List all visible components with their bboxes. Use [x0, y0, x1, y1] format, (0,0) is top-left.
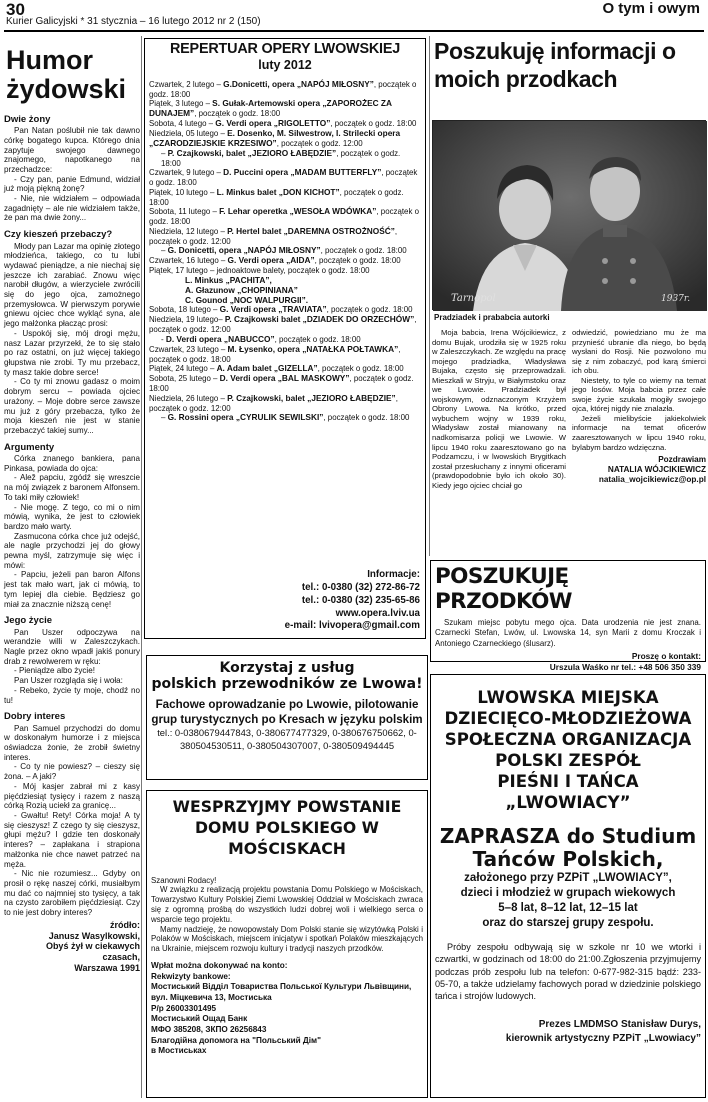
story-paragraph: - Mój kasjer zabrał mi z kasy pięćdziesiąt tysięcy i razem z naszą córką Rozią uciekł za granicę...: [4, 781, 140, 811]
ancestors-text: [432, 328, 706, 490]
story-paragraph: - Co ty mi znowu gadasz o moim dobrym sercu – powiada ojciec urażony. – Moje dobre serce zawsze mu już z góry przebacza, tylko że moja kieszeń nie jest w stanie przebaczyć takiej sumy...: [4, 377, 140, 435]
seeking-ancestors-box: [430, 560, 706, 672]
column-divider: [141, 36, 142, 1098]
entry-time: , początek o godz. 18:00: [323, 413, 410, 423]
seeking-title: POSZUKUJĘ PRZODKÓW: [435, 564, 572, 614]
info-line: Informacje:: [367, 569, 420, 581]
source-line: źródło:: [110, 919, 140, 930]
story-paragraph: Pan Natan poślubił nie tak dawno córkę bogatego kupca. Którego dnia zapytuje swojego dawnego znajomego, napotkanego na przechadzce:: [4, 126, 140, 174]
details-line: założonego przy PZPiT „LWOWIACY”,: [464, 872, 672, 885]
lwowiacy-ad: [430, 674, 706, 1098]
issue-line: Kurier Galicyjski * 31 stycznia – 16 lutego 2012 nr 2 (150): [6, 16, 261, 27]
story-paragraph: - Rebeko, życie ty moje, chodź no tu!: [4, 685, 140, 705]
story-paragraph: Córka znanego bankiera, pana Pinkasa, powiada do ojca:: [4, 454, 140, 473]
lwowiacy-text: Próby zespołu odbywają się w szkole nr 10 we wtorki i czwartki, w godzinach od 18:00 do 21:00.Zgłoszenia przyjmujemy podczas prób zespołu lub na telefon: 0-677-982-315 bądź: 233-05-70, a także udzielamy fachowych porad w dziedzinie polskiego tańca i strojów ludowych.: [435, 942, 701, 1002]
entry-date: Niedziela, 05 lutego –: [149, 129, 228, 139]
opera-entry: [149, 207, 421, 226]
entry-title: G. Rossini opera „CYRULIK SEWILSKI”: [167, 412, 324, 423]
entry-date: Niedziela, 12 lutego –: [149, 226, 228, 236]
entry-time: , początek o godz. 12:00: [276, 139, 363, 149]
title-line: LWOWSKA MIEJSKA: [477, 688, 659, 707]
info-line: tel.: 0-0380 (32) 235-65-86: [301, 594, 420, 606]
entry-date: -: [161, 334, 166, 344]
header-rule: [4, 30, 704, 32]
portrait-image: [433, 121, 707, 311]
entry-time: , początek o godz. 18:00: [314, 256, 401, 266]
story-paragraph: Pan Uszer rozgląda się i woła:: [14, 676, 123, 686]
title-line: PIEŚNI I TAŃCA: [497, 772, 639, 792]
guides-title-2: polskich przewodników ze Lwowa!: [151, 676, 423, 693]
entry-time: , początek o godz. 18:00: [149, 344, 401, 364]
bank-line: Благодійна допомога на "Польський Дім": [151, 1035, 321, 1045]
entry-time: , początek o godz. 18:00: [274, 334, 361, 344]
details-line: oraz do starszej grupy zespołu.: [482, 917, 654, 930]
info-line: www.opera.lviv.ua: [335, 607, 420, 619]
photo-year: 1937r.: [661, 294, 691, 304]
opera-info: [285, 569, 420, 633]
story-paragraph: - Nie, nie widziałem – odpowiada zagadnięty – ale nie widziałem także, że pan ma dwie żony...: [4, 194, 140, 223]
entry-title: E. Dosenko, M. Silwestrow, I. Strilecki opera „CZARODZIEJSKIE KRZESIWO”: [149, 128, 401, 149]
story-heading: Argumenty: [4, 441, 55, 453]
dom-bank-details: [151, 961, 423, 1057]
entry-date: Piątek, 24 lutego –: [149, 364, 217, 374]
entry-time: , początek o godz. 18:00: [320, 246, 407, 256]
guides-phones: tel.: 0-0380679447843, 0-380677477329, 0-380676750662, 0-380504530511, 0-380504307007, 0-380509494445: [157, 727, 417, 751]
source-line: Janusz Wasylkowski,: [48, 930, 140, 941]
details-line: dzieci i młodzież w grupach wiekowych: [460, 887, 676, 900]
story-heading: Dobry interes: [4, 711, 66, 723]
opera-entry: [149, 188, 421, 207]
contact-line: Proszę o kontakt:: [631, 650, 701, 661]
entry-date: Piątek, 10 lutego –: [149, 187, 217, 197]
story-heading: Jego życie: [4, 615, 53, 627]
story-paragraph: Pan Samuel przychodzi do domu w doskonałym humorze i z miejsca oświadcza żonie, że zrobił świetny interes.: [4, 723, 140, 762]
entry-date: –: [161, 149, 168, 159]
bank-line: Wpłat można dokonywać na konto:: [151, 961, 288, 970]
opera-entry: [149, 345, 421, 364]
story-paragraph: - Gwałtu! Rety! Córka moja! A ty się cieszysz! Z czego ty się cieszysz, głupi mężu? I gdzie ten doskonały interes? – zapłakana i strapiona małżonka nie chce nawet patrzeć na męża.: [4, 811, 140, 869]
opera-entry: [149, 80, 421, 99]
dom-title: WESPRZYJMY POWSTANIE DOMU POLSKIEGO W MOŚCISKACH: [172, 797, 402, 858]
entry-date: Sobota, 11 lutego –: [149, 207, 220, 217]
entry-time: , początek o godz. 18:00: [149, 187, 404, 207]
source-line: Obyś żył w ciekawych: [45, 941, 140, 952]
signature-line: natalia_wojcikiewicz@op.pl: [598, 475, 706, 485]
ancestors-title: Poszukuję informacji o moich przodkach: [434, 38, 676, 92]
entry-title: M. Łysenko, opera „NATAŁKA POŁTAWKA”: [227, 343, 399, 354]
entry-date: –: [161, 246, 168, 256]
story-paragraph: Młody pan Lazar ma opinię złotego młodzieńca, takiego, co tu lubi wydawać pieniądze, a nie niechaj się jeszcze ich zarabiać. Znowu więc narobił długów, a wierzyciele zwrócili się do jego ojca, zamożnego przemysłowca. W pierwszym porywie gniewu ojciec chce wykląć syna, ale jego małżonka płacząc prosi:: [4, 241, 140, 329]
column-divider: [429, 36, 430, 556]
story-paragraph: - Uspokój się, mój drogi mężu, nasz Lazar przyrzekł, że to się stało po raz ostatni, on już więcej takiego głupstwa nie zrobi. Ty mu przebacz, ty masz takie dobre serce!: [4, 328, 140, 377]
entry-date: Niedziela, 26 lutego –: [149, 393, 228, 403]
opera-entries: [149, 80, 421, 423]
story-paragraph: - Co ty nie powiesz? – cieszy się żona. – A jaki?: [4, 762, 140, 782]
entry-title: A. Głazunow „CHOPINIANA”: [185, 284, 298, 295]
entry-title: S. Gułak-Artemowski opera „ZAPOROŻEC ZA DUNAJEM”: [149, 98, 392, 119]
invite-line: Tańców Polskich,: [472, 847, 664, 872]
bank-line: Мостиський Відділ Товариства Польської Культури Львівщини, вул. Міцкевича 13, Мостиська: [151, 982, 412, 1002]
humor-title: Humor żydowski: [6, 45, 127, 104]
opera-entry: [149, 413, 421, 423]
lwowiacy-details: [435, 871, 701, 931]
humor-column: [4, 38, 140, 1098]
story-paragraph: - Nie mogę. Z tego, co mi o nim mówią, wynika, że jest to człowiek bardzo mało warty.: [4, 502, 140, 531]
humor-source: [4, 920, 140, 974]
guides-ad: [146, 655, 428, 780]
story-paragraph: - Pieniądze albo życie!: [14, 666, 95, 676]
entry-title: G. Verdi opera „AIDA”: [227, 255, 315, 266]
signature-line: Prezes LMDMSO Stanisław Durys,: [538, 1019, 701, 1031]
story-paragraph: Pan Uszer odpoczywa na werandzie willi w Zaleszczykach. Nagle przez okno wpadł jakiś ponury drab z rewolwerem w ręku:: [4, 627, 140, 666]
entry-title: P. Czajkowski, balet „JEZIORO ŁABĘDZIE”: [167, 148, 337, 159]
ancestors-paragraph: odwiedzić, powiedziano mu że ma przynieść ubranie dla niego, bo będą wysłani do Rosji. Nie pozwolono mu się z nim zobaczyć, pod karą śmierci ich obu.: [572, 328, 706, 376]
entry-date: Sobota, 4 lutego –: [149, 119, 216, 129]
source-line: Warszawa 1991: [74, 962, 140, 973]
entry-date: Sobota, 25 lutego –: [149, 374, 220, 384]
entry-time: , początek o godz. 18:00: [317, 364, 404, 374]
opera-entry: [149, 227, 421, 246]
page-number: 30: [6, 0, 25, 19]
entry-title: G.Donicetti, opera „NAPÓJ MIŁOSNY”: [223, 78, 374, 89]
story-paragraph: - Nic nie rozumiesz... Gdyby on prosił o rękę naszej córki, musiałbym mu dać co najmniej sto tysięcy, a tak na czysto zarobiłem pięćdziesiąt. Czy to nie jest dobry interes?: [4, 869, 140, 918]
story-heading: Czy kieszeń przebaczy?: [4, 229, 113, 241]
story-paragraph: - Czy pan, panie Edmund, widział już moją piękną żonę?: [4, 174, 140, 194]
entry-title: G. Verdi opera „RIGOLETTO”: [215, 118, 331, 129]
signature-line: NATALIA WÓJCIKIEWICZ: [607, 465, 706, 475]
opera-entry: [149, 168, 421, 187]
bank-line: в Мостиськах: [151, 1046, 207, 1056]
entry-date: Czwartek, 23 lutego –: [149, 344, 228, 354]
entry-time: , początek o godz. 12:00: [149, 393, 398, 413]
opera-entry: [149, 129, 421, 149]
title-line: SPOŁECZNA ORGANIZACJA: [444, 730, 692, 750]
info-line: e-mail: lvivopera@gmail.com: [284, 620, 420, 632]
entry-time: , początek o godz. 18:00: [149, 79, 417, 99]
story-paragraph: Zasmucona córka chce już odejść, ale nagle przychodzi jej do głowy pewna myśl, zatrzymuje się więc i mówi:: [4, 531, 140, 570]
signature-line: kierownik artystyczny PZPiT „Lwowiacy”: [505, 1032, 701, 1044]
entry-title: G. Verdi opera „TRAVIATA”: [219, 304, 327, 315]
section-title: O tym i owym: [602, 0, 700, 17]
title-line: POLSKI ZESPÓŁ: [495, 751, 641, 771]
invite-line: ZAPRASZA do Studium: [439, 824, 697, 849]
story-paragraph: - Papciu, jeżeli pan baron Alfons jest tak mało wart, jak ci mówią, to tym lepiej dla ciebie. Będziesz go miał za znacznie niższą cenę!: [4, 570, 140, 609]
opera-entry: [149, 315, 421, 334]
entry-date: –: [161, 413, 168, 423]
entry-title: D. Verdi opera „BAL MASKOWY”: [219, 373, 350, 384]
entry-time: , początek o godz. 18:00: [194, 109, 281, 119]
entry-time: , początek o godz. 18:00: [149, 168, 418, 188]
ancestors-photo: [432, 120, 706, 310]
bank-line: Rekwizyty bankowe:: [151, 971, 231, 981]
title-line: „LWOWIACY”: [505, 793, 631, 813]
ancestors-signature: [572, 455, 706, 486]
ancestors-paragraph: Jeżeli mielibyście jakiekolwiek informacje na temat oficerów zaaresztowanych w lipcu 1940 roku, bylabym bardzo wdzięczna.: [572, 413, 706, 452]
opera-entry: [149, 99, 421, 119]
entry-time: , początek o godz. 18:00: [330, 119, 417, 129]
opera-entry: [149, 256, 421, 266]
lwowiacy-invite: [435, 825, 701, 871]
entry-title: L. Minkus balet „DON KICHOT”: [216, 186, 340, 197]
story-heading: Dwie żony: [4, 113, 51, 125]
ancestors-article: [432, 38, 706, 93]
humor-stories: [4, 114, 140, 918]
ancestors-paragraph: Moja babcia, Irena Wójcikiewicz, z domu Bujak, urodziła się w 1925 roku w Zaleszczykach. Ze względu na pracę mojego pradziadka, Władysława Bujaka, często się przeprowadzali. Mieszkali w Stryju, w Białymstoku oraz we Lwowie. Pradziadek był wojskowym, odznaczonym Krzyżem Obrony Lwowa. Na krótko, przed wybuchem wojny w 1939 roku, Władysław został mianowany na nadkomisarza policji we Lwowie. W lipcu 1940 roku zaaresztowano go na Podzamczu, i w lwowskich Brygitkach został przesłuchany z innymi oficerami (prawdopodobnie było ich około 30). Kiedy jego ojciec chciał go: [432, 328, 566, 490]
title-line: DZIECIĘCO-MŁODZIEŻOWA: [444, 709, 692, 729]
bank-line: МФО 385208, ЗКПО 26256843: [151, 1024, 267, 1034]
story-paragraph: - Alež papciu, zgódź się wreszcie na mój związek z baronem Alfonsem. To taki miły człowiek!: [4, 473, 140, 502]
details-line: 5–8 lat, 8–12 lat, 12–15 lat: [498, 902, 638, 915]
seeking-contact: [435, 651, 701, 673]
entry-date: Czwartek, 16 lutego –: [149, 256, 228, 266]
entry-title: P. Hertel balet „DAREMNA OSTROŻNOŚĆ”: [227, 225, 395, 236]
entry-title: G. Donicetti, opera „NAPÓJ MIŁOSNY”: [167, 245, 321, 256]
entry-time: , początek o godz. 18:00: [149, 374, 414, 394]
entry-date: Piątek, 17 lutego – jednoaktowe balety, początek o godz. 18:00: [149, 266, 370, 276]
entry-time: , początek o godz. 12:00: [149, 315, 417, 335]
dom-greeting: Szanowni Rodacy!: [151, 875, 217, 885]
entry-title: L. Minkus „PACHITA”,: [185, 274, 272, 285]
guides-title-1: Korzystaj z usług: [219, 660, 355, 676]
dom-paragraph: W związku z realizacją projektu powstania Domu Polskiego w Mościskach, Towarzystwo Kultury Polskiej Ziemi Lwowskiej Oddział w Mościskach zwraca się z ogromną prośbą do wszystkich ludzi dobrej woli i wielkiego serca o wsparcie tego projektu.: [151, 885, 423, 924]
contact-line: Urszula Waśko nr tel.: +48 506 350 339: [549, 661, 701, 672]
entry-title: D. Verdi opera „NABUCCO”: [165, 333, 275, 344]
lwowiacy-signature: [435, 1018, 701, 1045]
opera-subtitle: luty 2012: [258, 57, 312, 72]
entry-time: , początek o godz. 18:00: [161, 149, 401, 168]
dom-polski-box: [146, 790, 428, 1098]
entry-time: , początek o godz. 18:00: [149, 207, 419, 227]
seeking-text: Szukam miejsc pobytu mego ojca. Data urodzenia nie jest znana. Czarnecki Stefan, Lwów, ul. Lwowska 14, syn Marii z domu Kroczak i Antoniego Czarneckiego (ślusarz).: [435, 618, 701, 648]
entry-title: D. Puccini opera „MADAM BUTTERFLY”: [223, 167, 382, 178]
opera-entry: [149, 149, 421, 168]
entry-date: Czwartek, 2 lutego –: [149, 79, 224, 89]
photo-inscription: Tarnopol: [451, 293, 496, 304]
ancestors-paragraph: Niestety, to tyle co wiemy na temat jego losów. Moja babcia przez całe swoje życie szukała mogiły swojego ojca, której nigdy nie znalazła.: [572, 375, 706, 414]
entry-date: Sobota, 18 lutego –: [149, 305, 220, 315]
signature-line: Pozdrawiam: [658, 455, 706, 465]
entry-title: P. Czajkowski balet „DZIADEK DO ORZECHÓW”: [224, 314, 415, 325]
opera-title: REPERTUAR OPERY LWOWSKIEJ: [169, 41, 401, 57]
opera-repertoire-box: [144, 38, 426, 639]
entry-title: F. Lehar operetka „WESOŁA WDÓWKA”: [219, 206, 377, 217]
bank-line: Р/р 26003301495: [151, 1003, 217, 1013]
opera-entry: [149, 394, 421, 413]
entry-title: C. Gounod „NOC WALPURGII”.: [185, 294, 309, 305]
lwowiacy-title: [435, 687, 701, 813]
guides-text: Fachowe oprowadzanie po Lwowie, pilotowanie grup turystycznych po Kresach w języku polskim: [151, 698, 423, 726]
photo-caption: Pradziadek i prababcia autorki: [434, 313, 550, 322]
opera-entry: [149, 374, 421, 393]
entry-time: , początek o godz. 18:00: [326, 305, 413, 315]
entry-time: , początek o godz. 12:00: [149, 226, 398, 246]
entry-date: Niedziela, 19 lutego–: [149, 315, 225, 325]
entry-date: Piątek, 3 lutego –: [149, 99, 213, 109]
dom-paragraph: Mamy nadzieję, że nowopowstały Dom Polski stanie się wizytówką Polski i Polaków w Mościskach, miejscem inicjatyw i spotkań Polaków mieszkających na Ukrainie, miejscem rozwoju kultury i tradycji naszych przodków.: [151, 924, 423, 954]
entry-date: Czwartek, 9 lutego –: [149, 168, 224, 178]
bank-line: Мостиський Ощад Банк: [151, 1014, 248, 1024]
entry-title: P. Czajkowski, balet „JEZIORO ŁABĘDZIE”: [227, 392, 396, 403]
source-line: czasach,: [102, 952, 140, 963]
info-line: tel.: 0-0380 (32) 272-86-72: [301, 582, 420, 594]
entry-title: A. Adam balet „GIZELLA”: [216, 363, 318, 374]
